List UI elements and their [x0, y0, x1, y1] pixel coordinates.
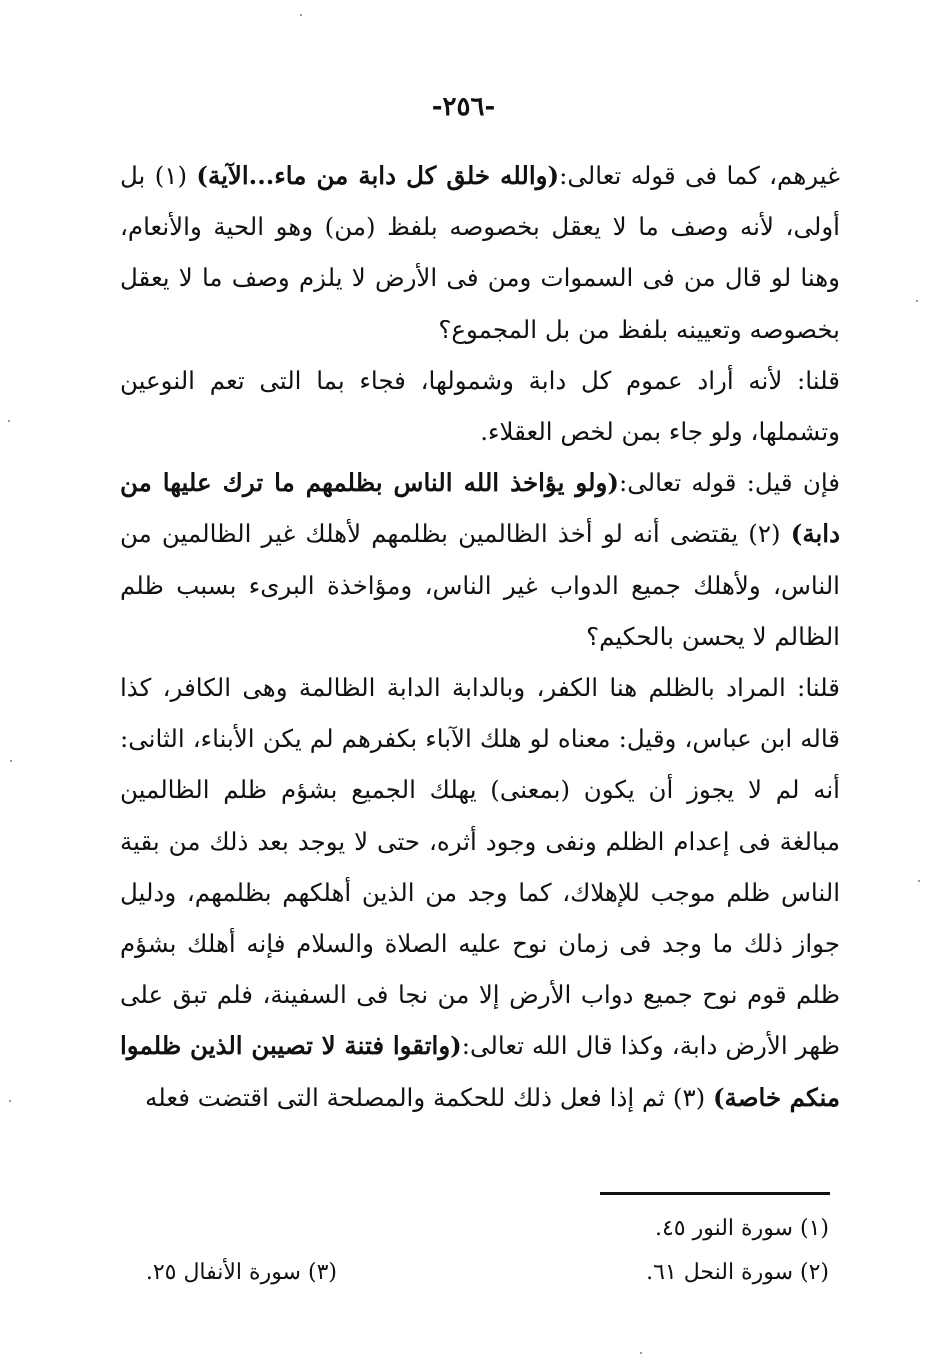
- paragraph: [120, 355, 840, 457]
- text-segment: قلنا: لأنه أراد عموم كل دابة وشمولها، فجاء بما التى تعم النوعين وتشملها، ولو جاء بمن لخص العقلاء.: [120, 365, 840, 447]
- text-segment: فإن قيل: قوله تعالى:: [618, 468, 840, 498]
- page-number: -٢٥٦-: [431, 92, 496, 122]
- paragraph: [120, 150, 840, 355]
- scan-speck: [918, 880, 920, 882]
- scan-speck: [9, 1100, 11, 1102]
- text-segment: غيرهم، كما فى قوله تعالى:: [559, 161, 840, 190]
- text-segment: قلنا: المراد بالظلم هنا الكفر، وبالدابة الدابة الظالمة وهى الكافر، كذا قاله ابن عباس، وقيل: معناه لو هلك الآباء بكفرهم لم يكن الأبناء، الثانى: أنه لم لا يجوز أن يكون (بمعنى) يهلك الجميع بشؤم ظلم الظالمين مبالغة فى إعدام الظلم ونفى وجود أثره، حتى لا يوجد بعد ذلك من بقية الناس ظلم موجب للإهلاك، كما وجد من الذين أهلكهم بظلمهم، ودليل جواز ذلك ما وجد فى زمان نوح عليه الصلاة والسلام فإنه أهلك بشؤم ظلم قوم نوح جميع دواب الأرض إلا من نجا فى السفينة، فلم تبق على ظهر الأرض دابة، وكذا قال الله تعالى:: [120, 673, 840, 1061]
- text-segment: (٢) يقتضى أنه لو أخذ الظالمين بظلمهم لأهلك غير الظالمين من الناس، ولأهلك جميع الدواب غير الناس، ومؤاخذة البرىء بسبب ظلم الظالم لا يحسن بالحكيم؟: [120, 519, 840, 651]
- footnote-divider: [600, 1192, 830, 1195]
- scan-speck: [640, 1352, 642, 1354]
- text-segment: (٣) ثم إذا فعل ذلك للحكمة والمصلحة التى اقتضت فعله: [145, 1082, 713, 1112]
- paragraph: [120, 662, 840, 1123]
- scan-speck: [916, 300, 918, 302]
- quran-verse: (ولو يؤاخذ الله الناس بظلمهم ما ترك عليها من دابة): [120, 468, 840, 549]
- paragraph: [120, 457, 840, 662]
- quran-verse: (واتقوا فتنة لا تصيبن الذين ظلموا منكم خاصة): [120, 1031, 840, 1112]
- scan-speck: [10, 760, 12, 762]
- footnote-1: (١) سورة النور ٤٥.: [654, 1216, 829, 1241]
- footnote-2: (٢) سورة النحل ٦١.: [646, 1260, 829, 1285]
- footnote-3: (٣) سورة الأنفال ٢٥.: [145, 1260, 337, 1285]
- scan-speck: [8, 420, 10, 422]
- body-text: [120, 150, 840, 1123]
- text-segment: (١) بل أولى، لأنه وصف ما لا يعقل بخصوصه بلفظ (من) وهو الحية والأنعام، وهنا لو قال من فى السموات ومن فى الأرض لا يلزم وصف ما لا يعقل بخصوصه وتعيينه بلفظ من بل المجموع؟: [120, 161, 840, 344]
- quran-verse: (والله خلق كل دابة من ماء...الآية): [196, 161, 560, 190]
- scan-speck: [300, 14, 302, 16]
